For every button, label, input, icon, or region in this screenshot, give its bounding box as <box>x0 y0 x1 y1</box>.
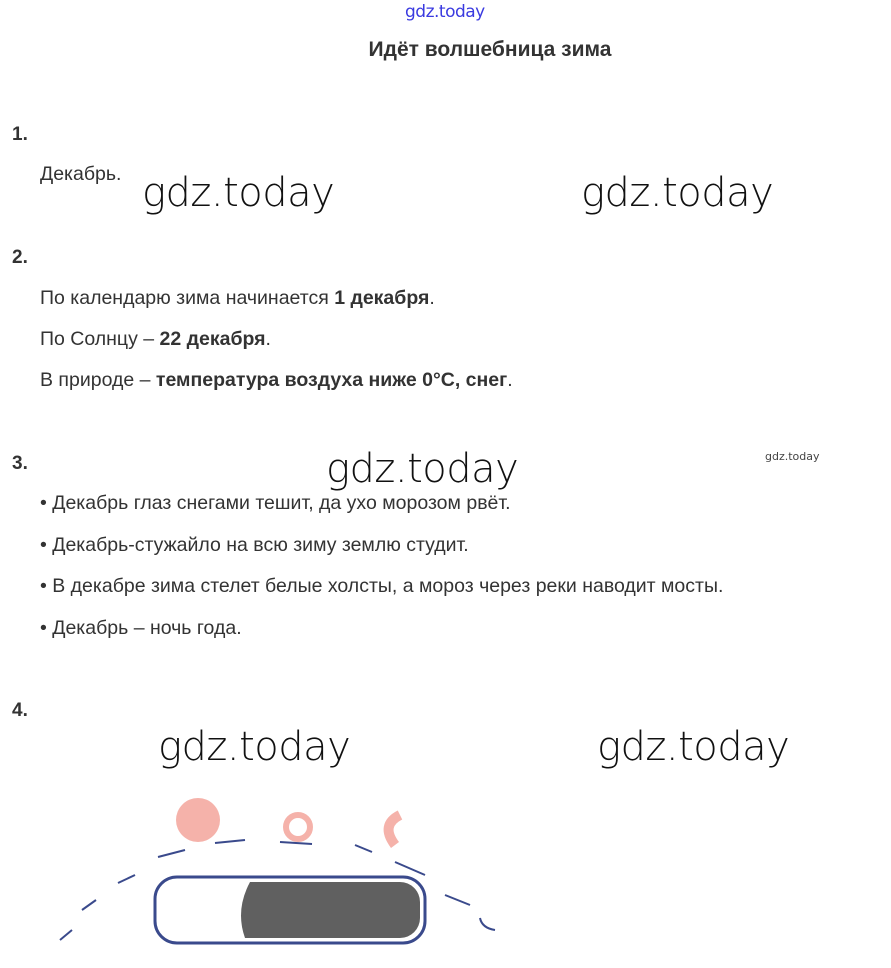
answer-1: Декабрь. <box>40 163 122 185</box>
bold-text: температура воздуха ниже 0°С, снег <box>155 369 508 391</box>
watermark: gdz.today <box>142 170 335 216</box>
text: В природе – <box>40 369 156 391</box>
answer-2-line-2 <box>40 328 271 351</box>
section-number-4: 4. <box>12 700 28 721</box>
watermark-top: gdz.today <box>405 2 485 22</box>
bold-text: 22 декабря <box>159 328 266 350</box>
answer-2-line-3 <box>40 369 513 392</box>
watermark: gdz.today <box>597 724 790 770</box>
answer-2-line-1 <box>40 287 435 310</box>
proverb: • Декабрь-стужайло на всю зиму землю студит. <box>40 534 469 556</box>
section-number-2: 2. <box>12 247 28 268</box>
watermark-small: gdz.today <box>765 450 820 463</box>
page-title: Идёт волшебница зима <box>368 38 612 61</box>
bold-text: 1 декабря <box>334 287 430 309</box>
text: По Солнцу – <box>40 328 160 350</box>
proverb: • Декабрь глаз снегами тешит, да ухо морозом рвёт. <box>40 492 511 514</box>
section-number-3: 3. <box>12 453 28 474</box>
sun-icon <box>176 798 400 845</box>
section-number-1: 1. <box>12 124 28 145</box>
watermark: gdz.today <box>326 446 519 492</box>
proverb: • В декабре зима стелет белые холсты, а мороз через реки наводит мосты. <box>40 575 724 597</box>
text: . <box>429 287 435 309</box>
day-length-drawing <box>0 770 560 968</box>
proverb: • Декабрь – ночь года. <box>40 617 242 639</box>
text: . <box>507 369 513 391</box>
text: По календарю зима начинается <box>40 287 335 309</box>
watermark: gdz.today <box>158 724 351 770</box>
text: . <box>265 328 271 350</box>
watermark: gdz.today <box>581 170 774 216</box>
night-fill <box>241 882 420 938</box>
